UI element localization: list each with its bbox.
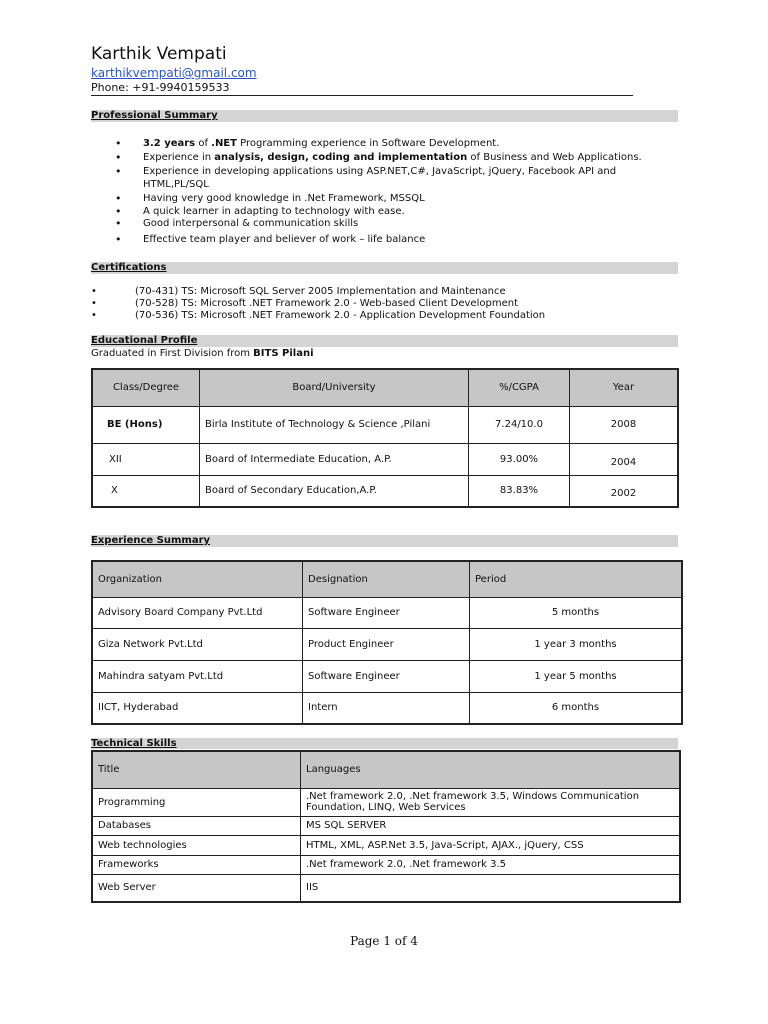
table-row	[92, 406, 678, 443]
table-row	[92, 835, 680, 855]
table-header-row	[92, 751, 680, 788]
table-cell: .Net framework 2.0, .Net framework 3.5, Windows Communication Foundation, LINQ, Web Services	[301, 788, 681, 816]
certification-list	[91, 286, 671, 322]
table-cell: 6 months	[470, 692, 683, 724]
table-cell: 5 months	[470, 597, 683, 628]
page-number: Page 1 of 4	[350, 934, 418, 948]
table-cell: HTML, XML, ASP.Net 3.5, Java-Script, AJAX., jQuery, CSS	[301, 835, 681, 855]
table-cell: 2002	[570, 475, 679, 507]
section-certifications: Certifications	[91, 262, 678, 274]
column-header: Designation	[303, 561, 470, 597]
list-item: • (70-536) TS: Microsoft .NET Framework 2.0 - Application Development Foundation	[91, 310, 546, 321]
list-item: • (70-431) TS: Microsoft SQL Server 2005 Implementation and Maintenance	[91, 286, 506, 297]
table-cell: Programming	[92, 788, 301, 816]
column-header: Board/University	[200, 369, 469, 406]
table-row	[92, 816, 680, 835]
table-cell: 7.24/10.0	[469, 406, 570, 443]
table-row	[92, 475, 678, 507]
section-technical-skills: Technical Skills	[91, 738, 678, 749]
table-cell: 2004	[570, 443, 679, 475]
header-divider	[91, 95, 633, 96]
table-cell: IICT, Hyderabad	[92, 692, 303, 724]
table-cell: Advisory Board Company Pvt.Ltd	[92, 597, 303, 628]
table-cell: Web technologies	[92, 835, 301, 855]
table-row	[92, 597, 682, 628]
table-cell: 1 year 3 months	[470, 628, 683, 660]
table-cell: Databases	[92, 816, 301, 835]
table-cell: 1 year 5 months	[470, 660, 683, 692]
table-row	[92, 692, 682, 724]
phone-number: Phone: +91-9940159533	[91, 81, 230, 94]
graduation-note: Graduated in First Division from BITS Pilani	[91, 348, 314, 359]
table-row	[92, 855, 680, 874]
table-cell: Board of Intermediate Education, A.P.	[200, 443, 469, 475]
list-item: • Having very good knowledge in .Net Framework, MSSQL	[115, 192, 425, 205]
table-row	[92, 628, 682, 660]
table-cell: XII	[92, 443, 200, 475]
table-cell: Intern	[303, 692, 470, 724]
section-educational-profile: Educational Profile	[91, 335, 678, 347]
list-item: • (70-528) TS: Microsoft .NET Framework 2.0 - Web-based Client Development	[91, 298, 518, 309]
table-cell: Frameworks	[92, 855, 301, 874]
summary-list	[115, 137, 675, 247]
table-cell: Mahindra satyam Pvt.Ltd	[92, 660, 303, 692]
section-experience-summary: Experience Summary	[91, 535, 678, 547]
table-cell: 83.83%	[469, 475, 570, 507]
list-item: • Effective team player and believer of work – life balance	[115, 233, 426, 246]
candidate-name: Karthik Vempati	[91, 44, 227, 64]
list-item: • Good interpersonal & communication skills	[115, 217, 359, 230]
column-header: Class/Degree	[92, 369, 200, 406]
table-cell: 93.00%	[469, 443, 570, 475]
table-row	[92, 660, 682, 692]
experience-table	[91, 560, 683, 725]
list-item: • Experience in developing applications using ASP.NET,C#, JavaScript, jQuery, Facebook API and HTML,PL/SQL	[115, 165, 617, 190]
table-cell: BE (Hons)	[92, 406, 200, 443]
column-header: Languages	[301, 751, 681, 788]
table-cell: Board of Secondary Education,A.P.	[200, 475, 469, 507]
table-header-row	[92, 561, 682, 597]
table-cell: Product Engineer	[303, 628, 470, 660]
list-item: • 3.2 years of .NET Programming experience in Software Development.	[115, 137, 500, 150]
table-cell: 2008	[570, 406, 679, 443]
table-cell: IIS	[301, 874, 681, 902]
column-header: Title	[92, 751, 301, 788]
table-cell: Software Engineer	[303, 597, 470, 628]
table-cell: Software Engineer	[303, 660, 470, 692]
list-item: • A quick learner in adapting to technology with ease.	[115, 205, 405, 218]
column-header: Organization	[92, 561, 303, 597]
table-cell: MS SQL SERVER	[301, 816, 681, 835]
education-table	[91, 368, 679, 508]
column-header: %/CGPA	[469, 369, 570, 406]
table-row	[92, 788, 680, 816]
table-cell: Giza Network Pvt.Ltd	[92, 628, 303, 660]
table-cell: Birla Institute of Technology & Science ,Pilani	[200, 406, 469, 443]
list-item: • Experience in analysis, design, coding and implementation of Business and Web Applications.	[115, 151, 642, 164]
column-header: Year	[570, 369, 679, 406]
table-cell: Web Server	[92, 874, 301, 902]
table-row	[92, 443, 678, 475]
table-cell: X	[92, 475, 200, 507]
column-header: Period	[470, 561, 683, 597]
email-link[interactable]: karthikvempati@gmail.com	[91, 66, 257, 80]
table-row	[92, 874, 680, 902]
section-professional-summary: Professional Summary	[91, 110, 678, 122]
table-header-row	[92, 369, 678, 406]
table-cell: .Net framework 2.0, .Net framework 3.5	[301, 855, 681, 874]
skills-table	[91, 750, 681, 903]
